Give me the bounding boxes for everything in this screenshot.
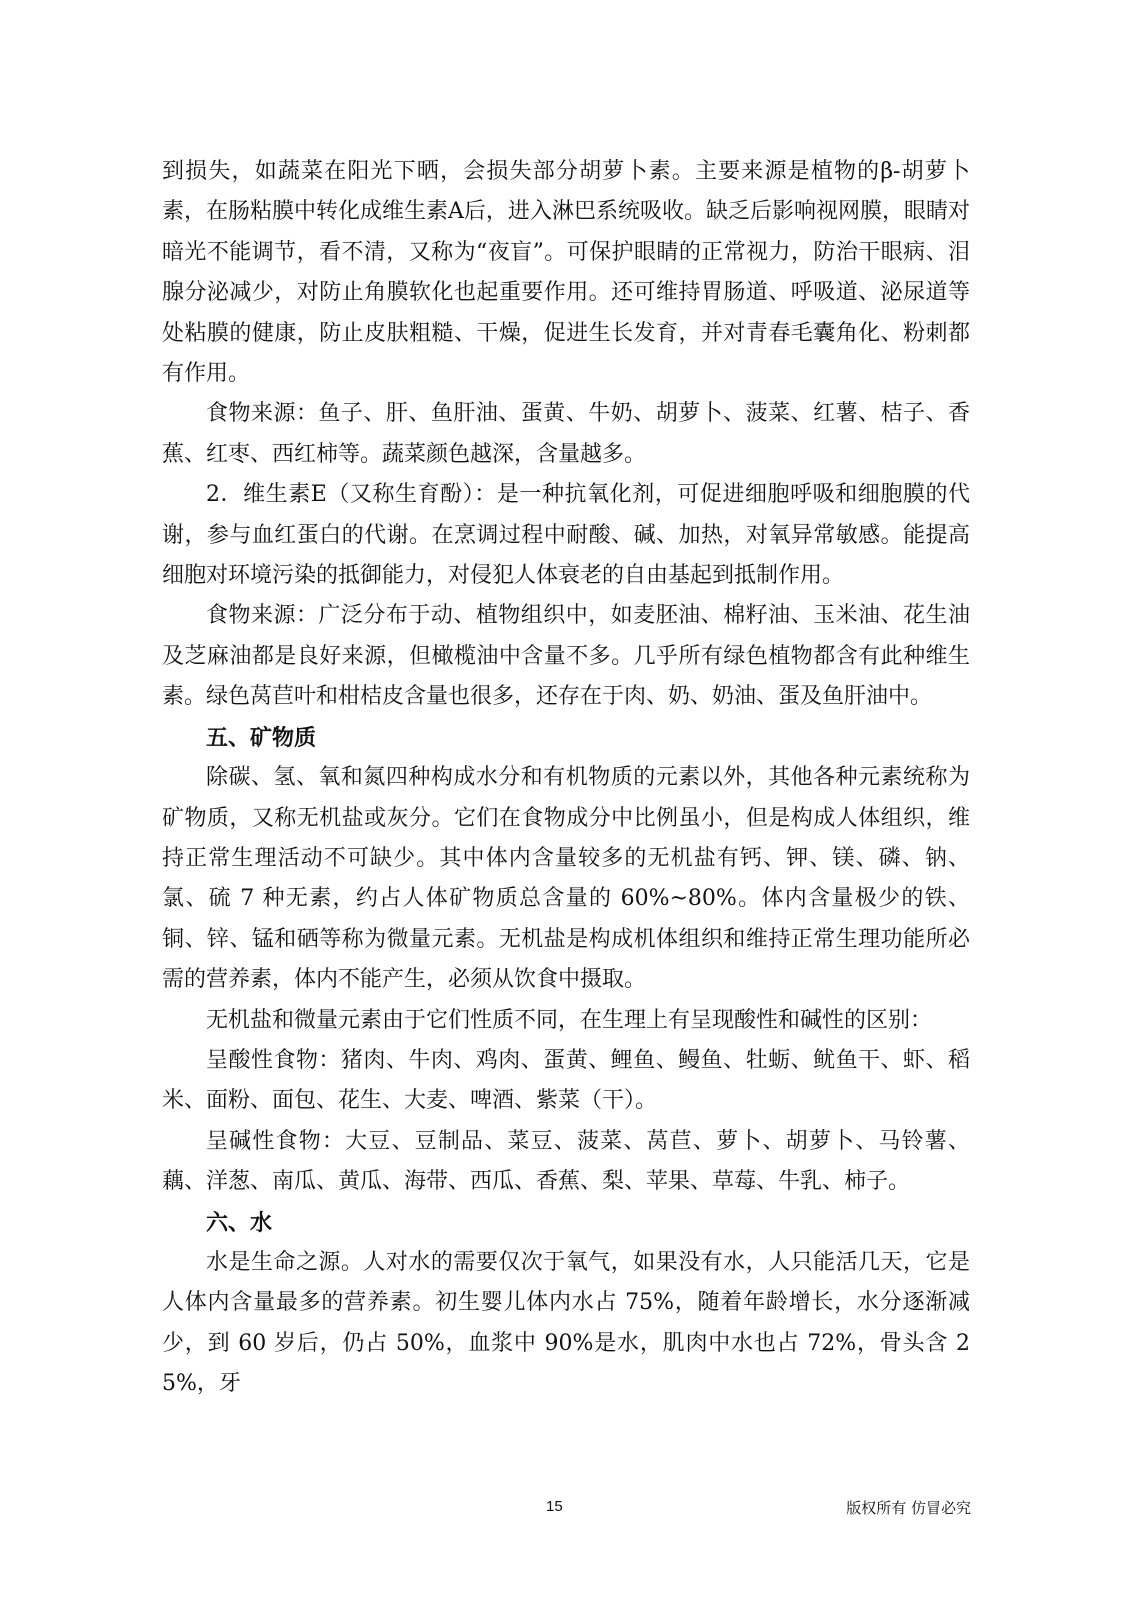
paragraph-vitamin-e-food-sources: 食物来源：广泛分布于动、植物组织中，如麦胚油、棉籽油、玉米油、花生油及芝麻油都是良好来源，但橄榄油中含量不多。几乎所有绿色植物都含有此种维生素。绿色莴苣叶和柑桔皮含量也很多，还存在于肉、奶、奶油、蛋及鱼肝油中。 <box>162 603 970 710</box>
section-heading-water: 六、水 <box>206 1209 273 1236</box>
paragraph-vitamin-a-food-sources: 食物来源：鱼子、肝、鱼肝油、蛋黄、牛奶、胡萝卜、菠菜、红薯、桔子、香蕉、红枣、西红柿等。蔬菜颜色越深，含量越多。 <box>162 401 970 467</box>
page-number: 15 <box>546 1498 563 1515</box>
paragraph-acidic-foods: 呈酸性食物：猪肉、牛肉、鸡肉、蛋黄、鲤鱼、鳗鱼、牡蛎、鱿鱼干、虾、稻米、面粉、面包、花生、大麦、啤酒、紫菜（干）。 <box>162 1047 970 1114</box>
paragraph-water: 水是生命之源。人对水的需要仅次于氧气，如果没有水，人只能活几天，它是人体内含量最多的营养素。初生婴儿体内水占 75%，随着年龄增长，水分逐渐减少，到 60 岁后，仍占 50%，血浆中 90%是水，肌肉中水也占 72%，骨头含 25%，牙 <box>162 1249 970 1397</box>
paragraph-vitamin-a-continued: 到损失，如蔬菜在阳光下晒，会损失部分胡萝卜素。主要来源是植物的β-胡萝卜素，在肠粘膜中转化成维生素A后，进入淋巴系统吸收。缺乏后影响视网膜，眼睛对暗光不能调节，看不清，又称为“夜盲”。可保护眼睛的正常视力，防治干眼病、泪腺分泌减少，对防止角膜软化也起重要作用。还可维持胃肠道、呼吸道、泌尿道等处粘膜的健康，防止皮肤粗糙、干燥，促进生长发育，并对青春毛囊角化、粉刺都有作用。 <box>162 159 970 387</box>
paragraph-vitamin-e: 2．维生素E（又称生育酚）：是一种抗氧化剂，可促进细胞呼吸和细胞膜的代谢，参与血红蛋白的代谢。在烹调过程中耐酸、碱、加热，对氧异常敏感。能提高细胞对环境污染的抵御能力，对侵犯人体衰老的自由基起到抵制作用。 <box>162 482 970 589</box>
paragraph-acid-base-intro: 无机盐和微量元素由于它们性质不同，在生理上有呈现酸性和碱性的区别： <box>206 1007 933 1033</box>
copyright-notice: 版权所有 仿冒必究 <box>846 1499 971 1517</box>
paragraph-minerals-intro: 除碳、氢、氧和氮四种构成水分和有机物质的元素以外，其他各种元素统称为矿物质，又称无机盐或灰分。它们在食物成分中比例虽小，但是构成人体组织，维持正常生理活动不可缺少。其中体内含量较多的无机盐有钙、钾、镁、磷、钠、氯、硫 7 种无素，约占人体矿物质总含量的 60%~80%。体内含量极少的铁、铜、锌、锰和硒等称为微量元素。无机盐是构成机体组织和维持正常生理功能所必需的营养素，体内不能产生，必须从饮食中摄取。 <box>162 765 970 993</box>
section-heading-minerals: 五、矿物质 <box>206 724 317 751</box>
document-body <box>162 152 970 1405</box>
paragraph-alkaline-foods: 呈碱性食物：大豆、豆制品、菜豆、菠菜、莴苣、萝卜、胡萝卜、马铃薯、藕、洋葱、南瓜、黄瓜、海带、西瓜、香蕉、梨、苹果、草莓、牛乳、柿子。 <box>162 1128 970 1195</box>
